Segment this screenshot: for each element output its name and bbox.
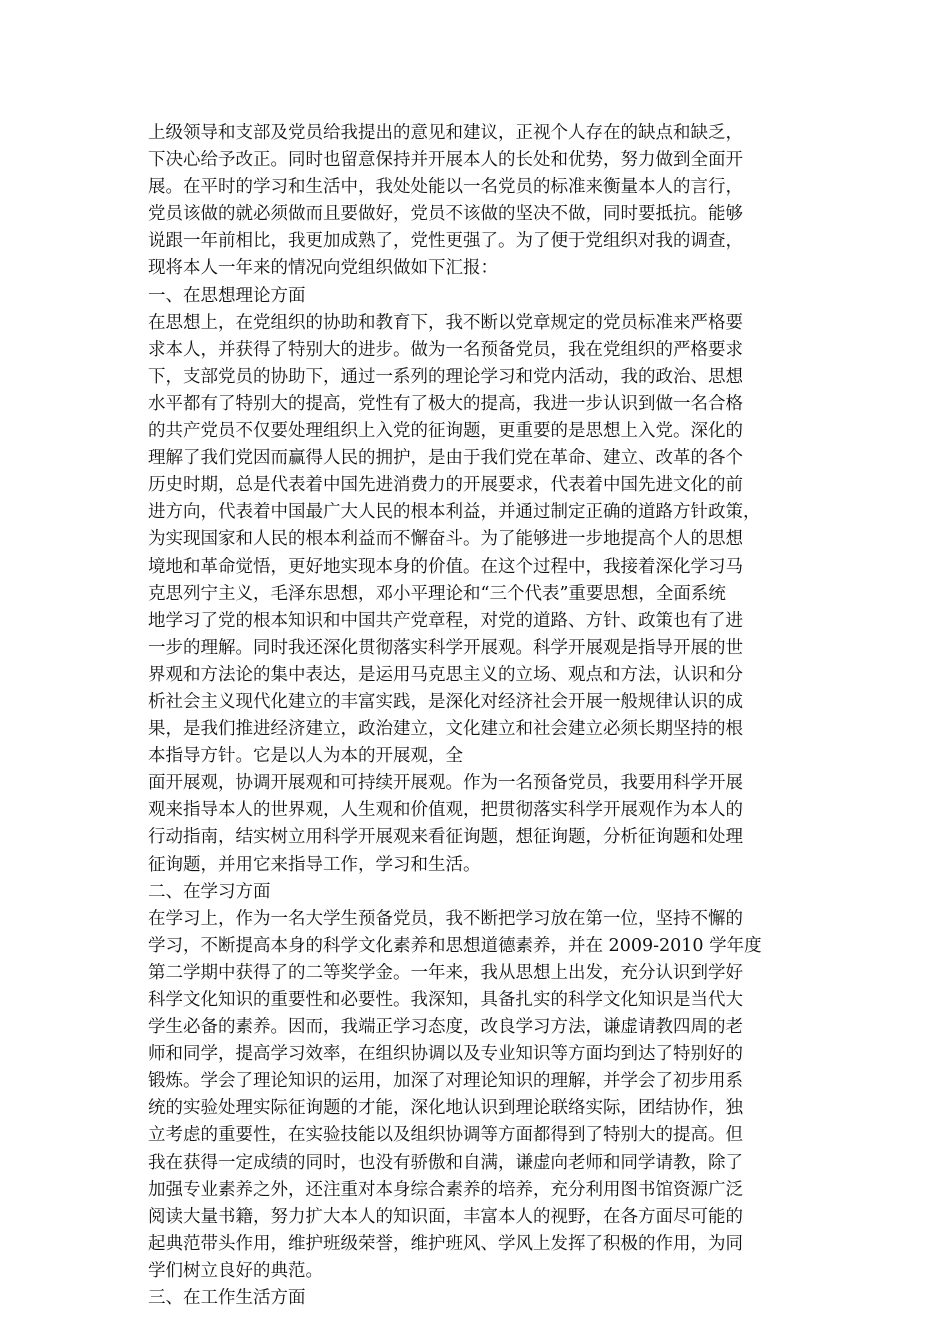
text-line: 下决心给予改正。同时也留意保持并开展本人的长处和优势，努力做到全面开 [148,150,743,171]
text-line: 学生必备的素养。因而，我端正学习态度，改良学习方法，谦虚请教四周的老 [148,1017,743,1038]
text-line: 界观和方法论的集中表达，是运用马克思主义的立场、观点和方法，认识和分 [148,664,743,685]
text-line: 上级领导和支部及党员给我提出的意见和建议，正视个人存在的缺点和缺乏， [148,123,743,143]
text-line: 统的实验处理实际征询题的才能，深化地认识到理论联络实际，团结协作，独 [148,1098,743,1119]
text-line: 起典范带头作用，维护班级荣誉，维护班风、学风上发挥了积极的作用，为同 [148,1233,743,1254]
text-line: 果，是我们推进经济建立，政治建立，文化建立和社会建立必须长期坚持的根 [148,719,743,740]
text-line: 三、在工作生活方面 [148,1288,306,1309]
text-line: 行动指南，结实树立用科学开展观来看征询题，想征询题，分析征询题和处理 [148,827,743,848]
text-line: 为实现国家和人民的根本利益而不懈奋斗。为了能够进一步地提高个人的思想 [148,529,743,550]
text-line: 征询题，并用它来指导工作，学习和生活。 [148,854,481,875]
text-line: 我在获得一定成绩的同时，也没有骄傲和自满，谦虚向老师和同学请教，除了 [148,1152,743,1173]
text-line: 科学文化知识的重要性和必要性。我深知，具备扎实的科学文化知识是当代大 [148,990,743,1010]
text-line: 面开展观，协调开展观和可持续开展观。作为一名预备党员，我要用科学开展 [148,773,743,794]
text-line: 师和同学，提高学习效率，在组织协调以及专业知识等方面均到达了特别好的 [148,1044,743,1065]
text-line: 锻炼。学会了理论知识的运用，加深了对理论知识的理解，并学会了初步用系 [148,1071,743,1092]
text-line: 二、在学习方面 [148,881,271,902]
text-line: 党员该做的就必须做而且要做好，党员不该做的坚决不做，同时要抵抗。能够 [148,204,743,225]
text-line: 学们树立良好的典范。 [148,1260,323,1281]
text-line: 第二学期中获得了的二等奖学金。一年来，我从思想上出发，充分认识到学好 [148,962,743,983]
text-line: 进方向，代表着中国最广大人民的根本利益，并通过制定正确的道路方针政策， [148,502,761,523]
text-line: 水平都有了特别大的提高，党性有了极大的提高，我进一步认识到做一名合格 [148,393,743,414]
text-line: 在思想上，在党组织的协助和教育下，我不断以党章规定的党员标准来严格要 [148,312,743,333]
text-line: 析社会主义现代化建立的丰富实践，是深化对经济社会开展一般规律认识的成 [148,691,743,712]
text-line: 本指导方针。它是以人为本的开展观，全 [148,746,463,767]
text-line: 下，支部党员的协助下，通过一系列的理论学习和党内活动，我的政治、思想 [148,366,743,387]
text-line: 展。在平时的学习和生活中，我处处能以一名党员的标准来衡量本人的言行， [148,177,743,198]
text-line: 地学习了党的根本知识和中国共产党章程，对党的道路、方针、政策也有了进 [148,610,743,631]
text-line: 一步的理解。同时我还深化贯彻落实科学开展观。科学开展观是指导开展的世 [148,637,743,658]
text-line: 加强专业素养之外，还注重对本身综合素养的培养，充分利用图书馆资源广泛 [148,1179,743,1200]
document-body [148,120,808,1312]
text-line: 求本人，并获得了特别大的进步。做为一名预备党员，我在党组织的严格要求 [148,339,743,360]
text-line: 理解了我们党因而赢得人民的拥护，是由于我们党在革命、建立、改革的各个 [148,448,743,469]
text-line: 立考虑的重要性，在实验技能以及组织协调等方面都得到了特别大的提高。但 [148,1125,743,1146]
text-line: 克思列宁主义，毛泽东思想，邓小平理论和“三个代表”重要思想，全面系统 [148,583,726,604]
text-line: 观来指导本人的世界观，人生观和价值观，把贯彻落实科学开展观作为本人的 [148,800,743,821]
text-line: 阅读大量书籍，努力扩大本人的知识面，丰富本人的视野，在各方面尽可能的 [148,1206,743,1227]
text-line: 学习，不断提高本身的科学文化素养和思想道德素养，并在 2009-2010 学年度 [148,935,762,956]
text-line: 的共产党员不仅要处理组织上入党的征询题，更重要的是思想上入党。深化的 [148,421,743,442]
text-line: 在学习上，作为一名大学生预备党员，我不断把学习放在第一位，坚持不懈的 [148,908,743,929]
text-line: 境地和革命觉悟，更好地实现本身的价值。在这个过程中，我接着深化学习马 [148,556,743,577]
text-line: 说跟一年前相比，我更加成熟了，党性更强了。为了便于党组织对我的调查， [148,231,743,252]
text-line: 历史时期，总是代表着中国先进消费力的开展要求，代表着中国先进文化的前 [148,475,743,496]
text-line: 一、在思想理论方面 [148,285,306,306]
text-line: 现将本人一年来的情况向党组织做如下汇报： [148,258,498,279]
